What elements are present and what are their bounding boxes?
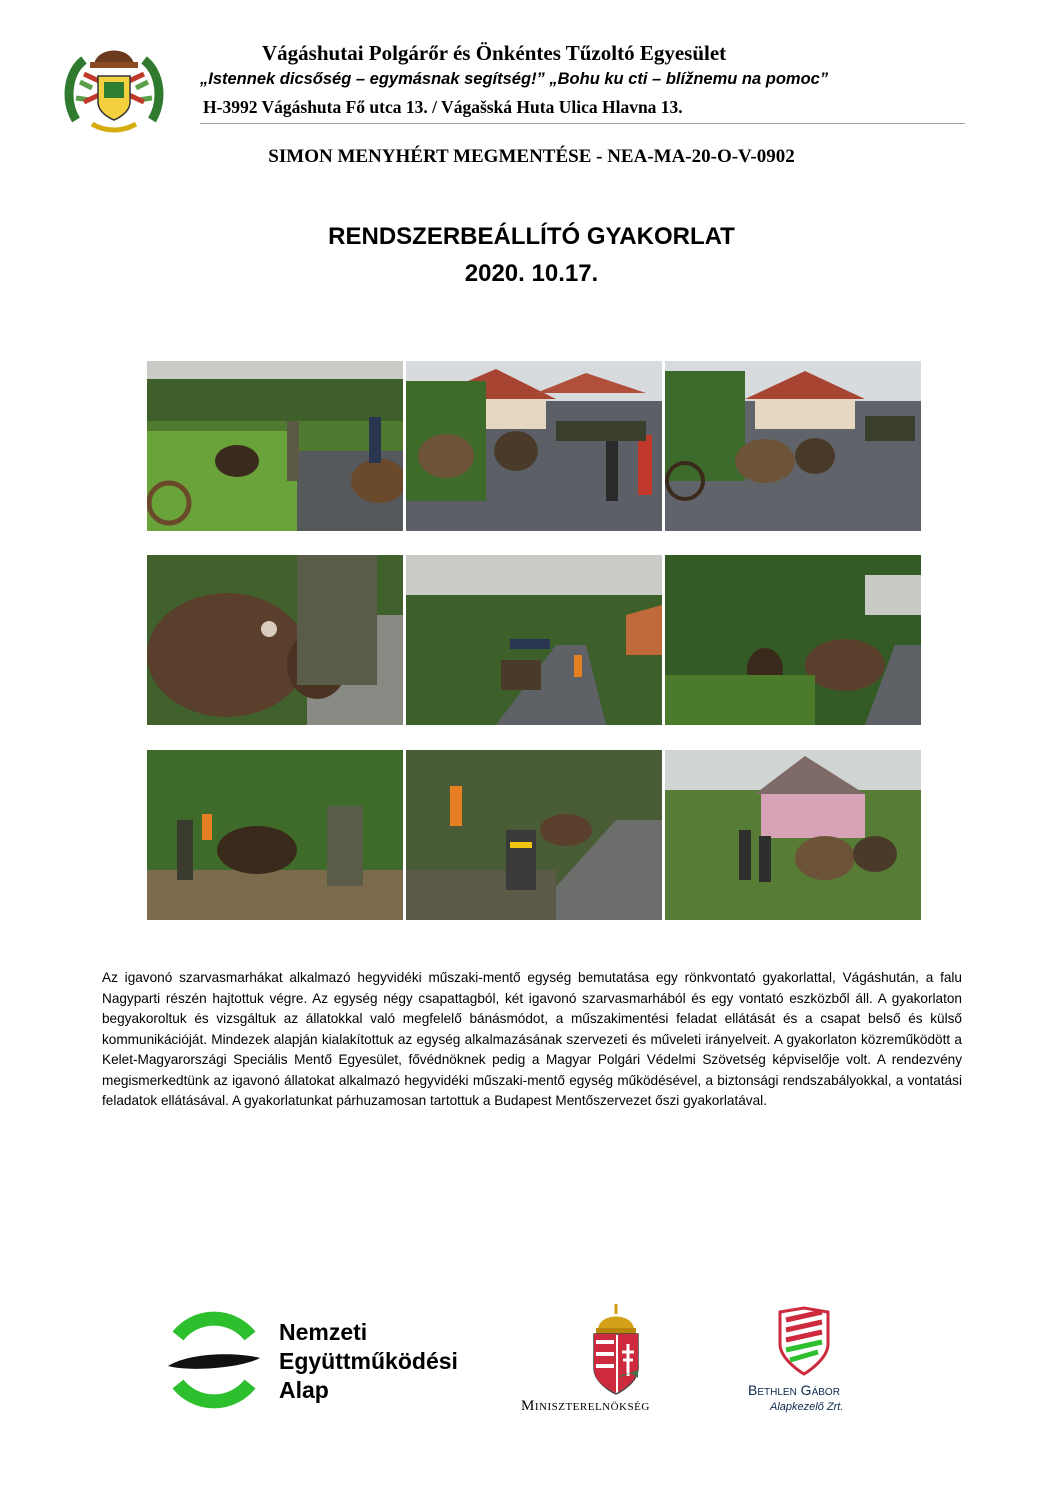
document-title [0, 218, 1063, 292]
nea-name-line: Nemzeti [279, 1319, 368, 1345]
photo-cart-forest-road [406, 555, 662, 725]
bethlen-gabor-name: Bethlen Gábor [748, 1382, 840, 1398]
nea-name-line: Együttműködési [279, 1348, 458, 1374]
photo-oxen-wagon-street [665, 361, 921, 531]
organization-address: H-3992 Vágáshuta Fő utca 13. / Vágašská Huta Ulica Hlavna 13. [203, 97, 683, 117]
photo-ox-closeup [147, 555, 403, 725]
photo-oxen-cart-road [147, 361, 403, 531]
photo-oxen-forest-path [665, 555, 921, 725]
document-date: 2020. 10.17. [464, 260, 599, 287]
header-divider [200, 123, 965, 124]
document-title-line: RENDSZERBEÁLLÍTÓ GYAKORLAT [328, 223, 735, 250]
firefighter-crest-icon [62, 42, 166, 136]
nea-name [279, 1318, 458, 1405]
hungarian-coat-of-arms-icon [588, 1304, 644, 1396]
nea-logo-icon [160, 1306, 268, 1414]
project-code-line: SIMON MENYHÉRT MEGMENTÉSE - NEA-MA-20-O-V-0902 [268, 146, 795, 167]
bethlen-gabor-logo-icon [776, 1306, 832, 1376]
organization-motto: „Istennek dicsőség – egymásnak segítség!” „Bohu ku cti – blížnemu na pomoc” [200, 70, 829, 88]
organization-name: Vágáshutai Polgárőr és Önkéntes Tűzoltó Egyesület [262, 41, 727, 65]
report-paragraph: Az igavonó szarvasmarhákat alkalmazó hegyvidéki műszaki-mentő egység bemutatása egy rönkvontató gyakorlattal, Vágáshután, a falu Nagyparti részén hajtottuk végre. Az egység négy csapattagból, két igavonó szarvasmarhából és egy vontató eszközből áll. A gyakorlaton begyakoroltuk és vizsgáltuk az állatokkal való megfelelő bánásmódot, a műszakimentési feladat ellátását és a csapat belső és külső kommunikációját. Mindezek alapján kialakítottuk az egység alkalmazásának szervezeti és műveleti irányelveit. A gyakorlaton közreműködött a Kelet-Magyarországi Speciális Mentő Egyesület, fővédnöknek pedig a Magyar Polgári Védelmi Szövetség képviselője volt. A rendezvény megismerkedtünk az igavonó állatokat alkalmazó hegyvidéki műszaki-mentő egység működésével, a biztonsági rendszabályokkal, a vontatási feladatok ellátásával. A gyakorlatunkat párhuzamosan tartottuk a Budapest Mentőszervezet őszi gyakorlatával. [102, 970, 962, 1108]
nea-name-line: Alap [279, 1377, 329, 1403]
bethlen-gabor-subtitle: Alapkezelő Zrt. [770, 1401, 844, 1413]
photo-oxen-forest-handlers [147, 750, 403, 920]
photo-firefighter-rope-log [406, 750, 662, 920]
photo-oxen-pink-house [665, 750, 921, 920]
ministry-label: Miniszterelnökség [521, 1398, 650, 1414]
photo-oxen-crowd-village [406, 361, 662, 531]
